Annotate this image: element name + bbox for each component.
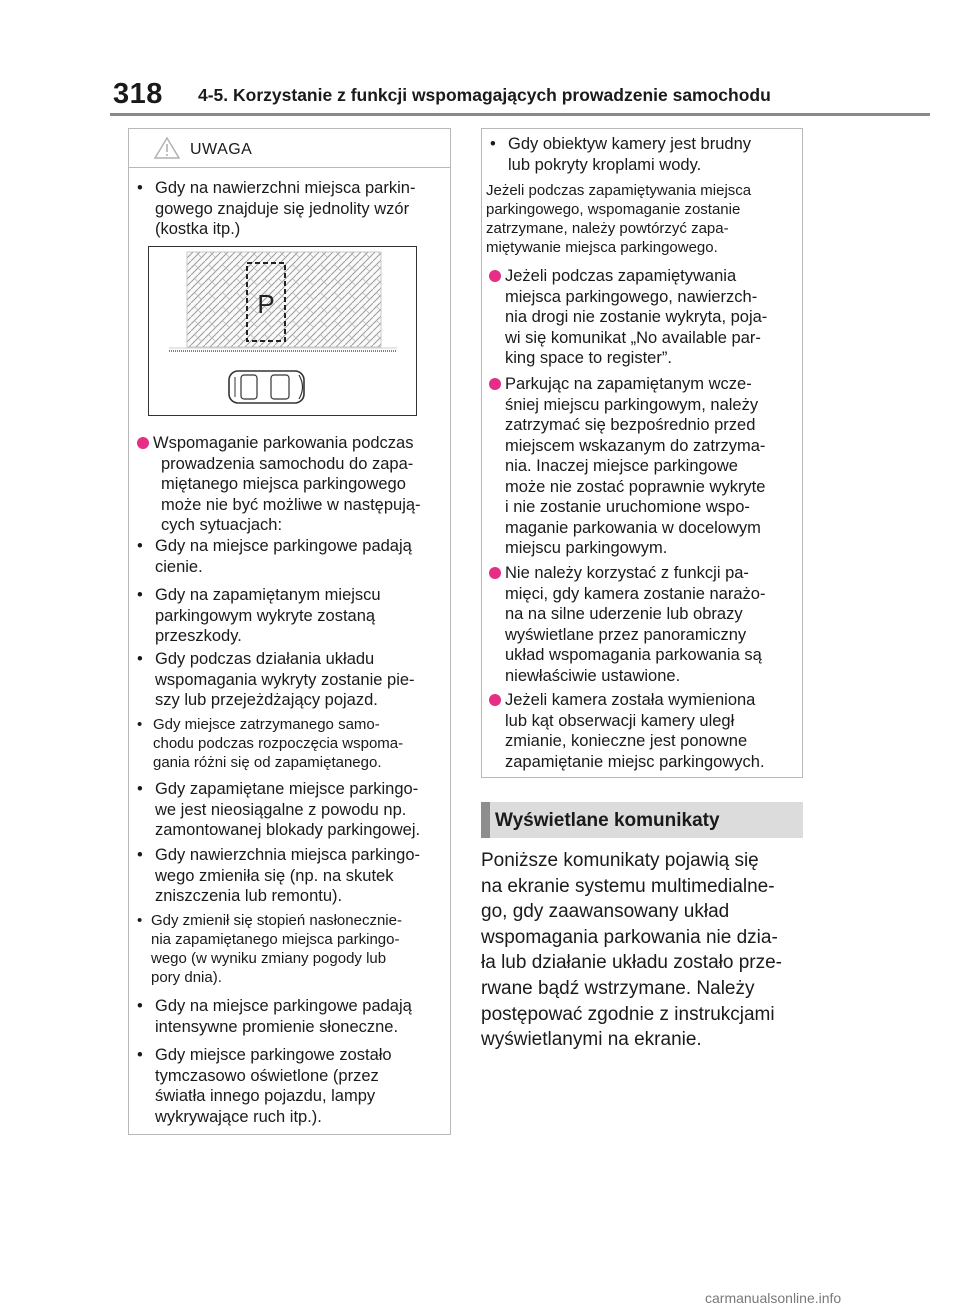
text-line: śniej miejscu parkingowym, należy bbox=[505, 395, 759, 414]
car-icon bbox=[229, 371, 304, 403]
section-title: Wyświetlane komunikaty bbox=[495, 810, 720, 831]
page-number: 318 bbox=[113, 78, 163, 110]
text-line: Gdy na nawierzchni miejsca parkin- bbox=[155, 179, 416, 197]
text-line: Parkując na zapamiętanym wcze- bbox=[505, 375, 752, 393]
text-line: cienie. bbox=[155, 557, 203, 576]
text-line: chodu podczas rozpoczęcia wspoma- bbox=[153, 735, 404, 752]
situation-item: • Gdy obiektyw kamery jest brudny lub pokryty kroplami wody. bbox=[490, 134, 798, 175]
text-line: Gdy nawierzchnia miejsca parkingo- bbox=[155, 846, 421, 864]
text-line: wego (w wyniku zmiany pogody lub bbox=[151, 950, 387, 967]
text-line: miejscu parkingowym. bbox=[505, 539, 668, 557]
text-line: Gdy zapamiętane miejsce parkingo- bbox=[155, 780, 419, 798]
caution-point bbox=[489, 374, 799, 559]
text-line: rwane bądź wstrzymane. Należy bbox=[481, 977, 755, 999]
text-line: zatrzymane, należy powtórzyć zapa- bbox=[486, 220, 729, 237]
chapter-title: 4-5. Korzystanie z funkcji wspomagających prowadzenie samochodu bbox=[198, 85, 771, 105]
text-line: parkingowego, wspomaganie zostanie bbox=[486, 201, 741, 218]
text-line: na na silne uderzenie lub obrazy bbox=[505, 605, 743, 623]
text-line: zapamiętanie miejsc parkingowych. bbox=[505, 752, 765, 771]
text-line: zmianie, konieczne jest ponowne bbox=[505, 732, 748, 750]
text-line: postępować zgodnie z instrukcjami bbox=[481, 1003, 775, 1025]
text-line: miętywanie miejsca parkingowego. bbox=[486, 239, 718, 256]
text-line: Gdy obiektyw kamery jest brudny bbox=[508, 135, 752, 153]
situation-item: • Gdy miejsce zatrzymanego samo- chodu podczas rozpoczęcia wspoma- gania różni się od zapamiętanego. bbox=[137, 715, 449, 772]
text-line: maganie parkowania w docelowym bbox=[505, 518, 761, 537]
text-line: king space to register”. bbox=[505, 349, 672, 367]
text-line: lub kąt obserwacji kamery uległ bbox=[505, 711, 735, 730]
text-line: Gdy na miejsce parkingowe padają bbox=[155, 537, 412, 555]
pink-dot-icon bbox=[137, 437, 149, 449]
text-line: wykrywające ruch itp.). bbox=[155, 1107, 322, 1126]
text-line: Gdy na zapamiętanym miejscu bbox=[155, 586, 381, 604]
section-body bbox=[481, 848, 811, 1053]
situation-item: • Gdy na miejsce parkingowe padają intensywne promienie słoneczne. bbox=[137, 996, 449, 1037]
warning-main-point bbox=[137, 433, 447, 536]
text-line: nia. Inaczej miejsce parkingowe bbox=[505, 457, 738, 475]
text-line: Wspomaganie parkowania podczas bbox=[153, 434, 414, 452]
text-line: szy lub przejeżdżający pojazd. bbox=[155, 691, 378, 709]
parking-illustration bbox=[148, 246, 417, 416]
text-line: może nie zostać poprawnie wykryte bbox=[505, 477, 766, 496]
header-divider bbox=[110, 113, 930, 116]
text-line: parkingowym wykryte zostaną bbox=[155, 606, 376, 625]
text-line: nia zapamiętanego miejsca parkingo- bbox=[151, 931, 400, 948]
text-line: gowego znajduje się jednolity wzór bbox=[155, 199, 410, 218]
text-line: pory dnia). bbox=[151, 969, 222, 986]
text-line: Gdy miejsce parkingowe zostało bbox=[155, 1046, 392, 1064]
text-line: wspomagania wykryty zostanie pie- bbox=[155, 670, 415, 689]
situation-item: • Gdy na miejsce parkingowe padają cienie. bbox=[137, 536, 447, 577]
text-line: Jeżeli podczas zapamiętywania miejsca bbox=[486, 182, 752, 199]
text-line: prowadzenia samochodu do zapa- bbox=[161, 454, 414, 473]
situation-item: • Gdy nawierzchnia miejsca parkingo- wego zmieniła się (np. na skutek zniszczenia lub remontu). bbox=[137, 845, 449, 907]
situation-item: • Gdy zapamiętane miejsce parkingo- we jest nieosiągalne z powodu np. zamontowanej blokady parkingowej. bbox=[137, 779, 449, 841]
text-line: tymczasowo oświetlone (przez bbox=[155, 1066, 379, 1085]
text-line: Nie należy korzystać z funkcji pa- bbox=[505, 564, 749, 582]
situation-item: • Gdy na zapamiętanym miejscu parkingowym wykryte zostaną przeszkody. bbox=[137, 585, 447, 647]
pink-dot-icon bbox=[489, 694, 501, 706]
text-line: miejscem wskazanym do zatrzyma- bbox=[505, 436, 766, 455]
text-line: na ekranie systemu multimedialne- bbox=[481, 875, 775, 897]
text-line: Gdy miejsce zatrzymanego samo- bbox=[153, 716, 380, 733]
text-line: i nie zostanie uruchomione wspo- bbox=[505, 498, 750, 516]
parking-space-diagram bbox=[149, 247, 415, 414]
section-accent-bar bbox=[481, 802, 490, 838]
situation-item: • Gdy miejsce parkingowe zostało tymczasowo oświetlone (przez światła innego pojazdu, lampy wykrywające ruch itp.). bbox=[137, 1045, 449, 1127]
text-line: światła innego pojazdu, lampy bbox=[155, 1087, 376, 1105]
text-line: cych sytuacjach: bbox=[161, 516, 283, 534]
pink-dot-icon bbox=[489, 378, 501, 390]
text-line: wyświetlanymi na ekranie. bbox=[481, 1029, 702, 1051]
text-line: lub pokryty kroplami wody. bbox=[508, 155, 702, 174]
text-line: Gdy na miejsce parkingowe padają bbox=[155, 997, 412, 1015]
situation-item: • Gdy zmienił się stopień nasłonecznie- nia zapamiętanego miejsca parkingo- wego (w wyniku zmiany pogody lub pory dnia). bbox=[137, 911, 449, 987]
retry-paragraph bbox=[486, 181, 800, 257]
text-line: wego zmieniła się (np. na skutek bbox=[155, 866, 394, 885]
text-line: gania różni się od zapamiętanego. bbox=[153, 754, 382, 771]
text-line: we jest nieosiągalne z powodu np. bbox=[155, 800, 407, 819]
text-line: Jeżeli podczas zapamiętywania bbox=[505, 267, 737, 285]
text-line: przeszkody. bbox=[155, 627, 242, 645]
text-line: niewłaściwie ustawione. bbox=[505, 666, 681, 685]
situation-item: • Gdy podczas działania układu wspomagania wykryty zostanie pie- szy lub przejeżdżający pojazd. bbox=[137, 649, 447, 711]
warning-title: UWAGA bbox=[190, 141, 253, 158]
line-group bbox=[137, 178, 447, 240]
text-line: ła lub działanie układu zostało prze- bbox=[481, 952, 783, 974]
text-line: zamontowanej blokady parkingowej. bbox=[155, 821, 421, 839]
text-line: wi się komunikat „No available par- bbox=[505, 328, 761, 347]
text-line: zniszczenia lub remontu). bbox=[155, 887, 343, 905]
parking-spot-label: P bbox=[257, 289, 275, 319]
text-line: Poniższe komunikaty pojawią się bbox=[481, 850, 759, 871]
caution-point bbox=[489, 690, 799, 772]
text-line: Gdy zmienił się stopień nasłonecznie- bbox=[151, 912, 402, 929]
text-line: go, gdy zaawansowany układ bbox=[481, 901, 730, 923]
section-heading bbox=[481, 802, 803, 838]
text-line: Gdy podczas działania układu bbox=[155, 650, 375, 668]
text-line: mięci, gdy kamera zostanie narażo- bbox=[505, 584, 766, 603]
text-line: wspomagania parkowania nie dzia- bbox=[481, 926, 778, 948]
watermark: carmanualsonline.info bbox=[705, 1290, 842, 1306]
text-line: miejsca parkingowego, nawierzch- bbox=[505, 287, 758, 306]
text-line: wyświetlane przez panoramiczny bbox=[505, 625, 747, 644]
text-line: nia drogi nie zostanie wykryta, poja- bbox=[505, 308, 768, 326]
warning-triangle-icon bbox=[154, 137, 180, 159]
pink-dot-icon bbox=[489, 270, 501, 282]
text-line: (kostka itp.) bbox=[155, 220, 241, 238]
text-line: układ wspomagania parkowania są bbox=[505, 646, 762, 664]
warning-box-continued bbox=[481, 128, 803, 778]
text-line: Jeżeli kamera została wymieniona bbox=[505, 691, 756, 709]
warning-header bbox=[129, 129, 450, 168]
warning-intro-item: • Gdy na nawierzchni miejsca parkin- gowego znajduje się jednolity wzór (kostka itp.) bbox=[137, 178, 447, 240]
caution-point bbox=[489, 266, 799, 369]
text-line: może nie być możliwe w następują- bbox=[161, 495, 421, 514]
caution-point bbox=[489, 563, 799, 686]
pink-dot-icon bbox=[489, 567, 501, 579]
text-line: intensywne promienie słoneczne. bbox=[155, 1017, 399, 1036]
warning-box bbox=[128, 128, 451, 1135]
text-line: miętanego miejsca parkingowego bbox=[161, 475, 406, 493]
text-line: zatrzymać się bezpośrednio przed bbox=[505, 416, 756, 434]
